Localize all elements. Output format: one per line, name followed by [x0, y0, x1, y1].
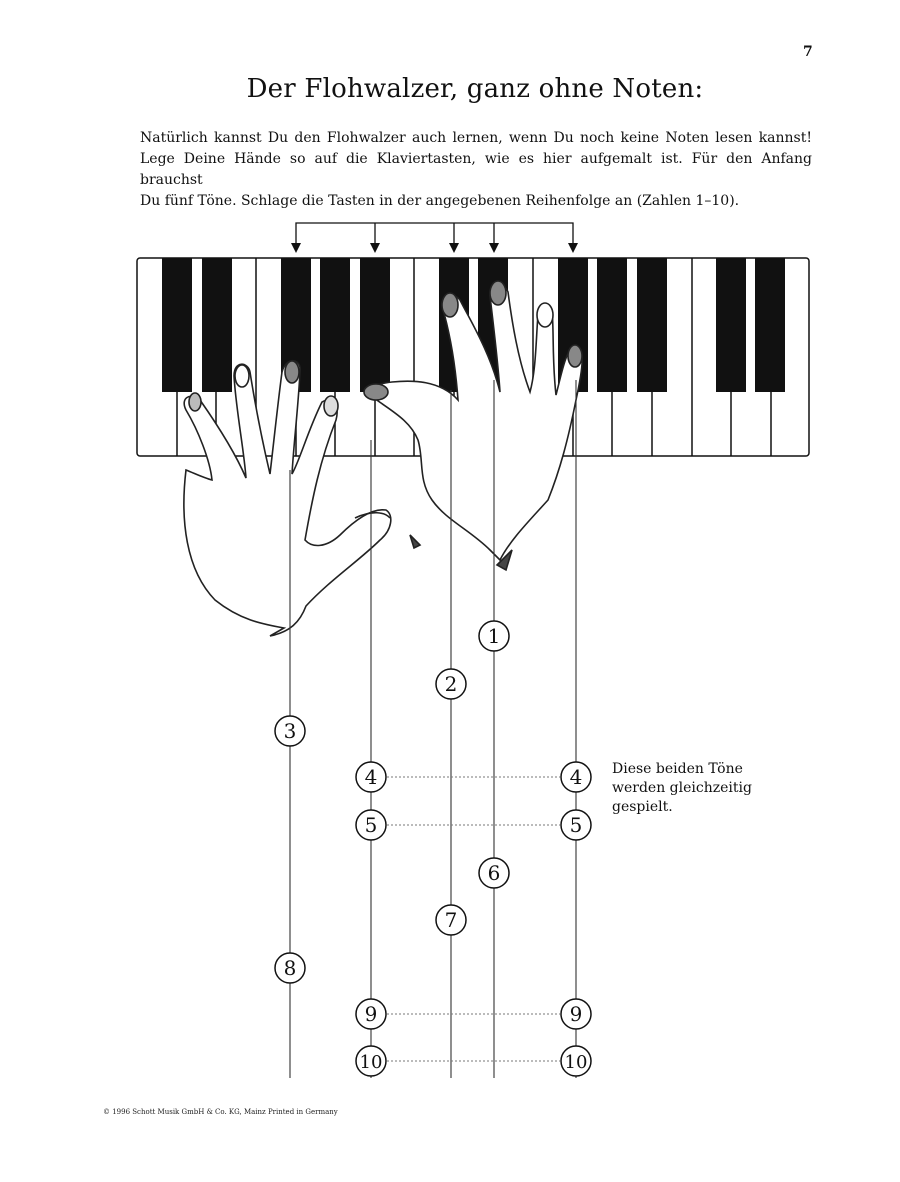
step-marker [561, 762, 591, 792]
step-marker [479, 858, 509, 888]
step-label: 4 [569, 765, 583, 789]
step-marker [561, 999, 591, 1029]
step-marker [436, 669, 466, 699]
step-marker [356, 1046, 386, 1076]
note-line: werden gleichzeitig [612, 780, 752, 796]
intro-line: Natürlich kannst Du den Flohwalzer auch lernen, wenn Du noch keine Noten lesen kannst! [140, 130, 812, 146]
page-title: Der Flohwalzer, ganz ohne Noten: [246, 74, 704, 104]
step-label: 2 [444, 672, 458, 696]
step-label: 5 [364, 813, 378, 837]
copyright-notice: © 1996 Schott Musik GmbH & Co. KG, Mainz Printed in Germany [103, 1108, 338, 1116]
step-marker [356, 999, 386, 1029]
step-label: 9 [569, 1002, 583, 1026]
page-number: 7 [803, 44, 813, 60]
step-label: 1 [487, 624, 501, 648]
step-label: 5 [569, 813, 583, 837]
step-marker [561, 810, 591, 840]
arrow-heads [291, 243, 578, 253]
step-label: 10 [564, 1052, 588, 1073]
step-label: 4 [364, 765, 378, 789]
step-marker [436, 905, 466, 935]
step-label: 9 [364, 1002, 378, 1026]
note-line: Diese beiden Töne [612, 761, 743, 777]
pair-connectors [387, 777, 560, 1061]
step-label: 6 [487, 861, 501, 885]
simultaneous-note [612, 760, 792, 817]
step-marker [356, 810, 386, 840]
step-marker [275, 953, 305, 983]
step-marker [356, 762, 386, 792]
key-indicator-arrows [296, 223, 573, 246]
note-line: gespielt. [612, 799, 673, 815]
step-marker [561, 1046, 591, 1076]
intro-line: Du fünf Töne. Schlage die Tasten in der angegebenen Reihenfolge an (Zahlen 1–10). [140, 193, 740, 209]
step-label: 7 [444, 908, 458, 932]
step-label: 10 [359, 1052, 383, 1073]
step-marker [479, 621, 509, 651]
step-markers [275, 621, 591, 1076]
intro-line: Lege Deine Hände so auf die Klaviertasten, wie es hier aufgemalt ist. Für den Anfang brauchst [140, 151, 812, 188]
step-label: 8 [283, 956, 297, 980]
step-label: 3 [283, 719, 297, 743]
step-marker [275, 716, 305, 746]
